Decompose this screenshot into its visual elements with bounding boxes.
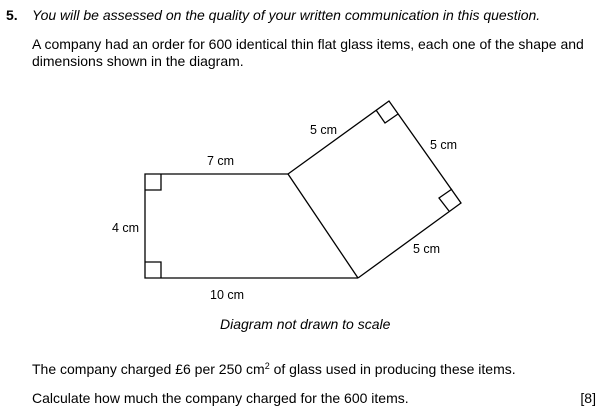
pricing-prefix: The company charged £6 per 250 cm	[32, 361, 265, 377]
pricing-suffix: of glass used in producing these items.	[269, 361, 516, 377]
diagram-caption: Diagram not drawn to scale	[220, 316, 391, 332]
pricing-superscript: 2	[264, 361, 270, 371]
right-angle-marker-top-left	[145, 174, 161, 190]
paragraph-line-1: A company had an order for 600 identical thin flat glass items, each one of the shape and	[32, 36, 584, 52]
label-bottom-edge: 10 cm	[210, 288, 245, 302]
shared-diagonal-edge	[288, 174, 358, 278]
assessment-note: You will be assessed on the quality of your written communication in this question.	[32, 7, 541, 23]
label-square-bottom-right: 5 cm	[413, 242, 441, 256]
task-instruction: Calculate how much the company charged for the 600 items.	[32, 390, 409, 406]
label-left-edge: 4 cm	[112, 221, 140, 235]
label-square-top-left: 5 cm	[310, 123, 338, 137]
label-top-edge: 7 cm	[207, 154, 235, 168]
question-number: 5.	[6, 7, 18, 23]
trapezium-outline	[145, 174, 358, 278]
right-angle-marker-square-top	[376, 110, 398, 123]
pricing-statement	[32, 361, 516, 377]
right-angle-marker-square-right	[439, 189, 452, 211]
right-angle-marker-bottom-left	[145, 262, 161, 278]
paragraph-line-2: dimensions shown in the diagram.	[32, 53, 244, 69]
marks-label: [8]	[580, 390, 596, 406]
label-square-top-right: 5 cm	[430, 138, 458, 152]
